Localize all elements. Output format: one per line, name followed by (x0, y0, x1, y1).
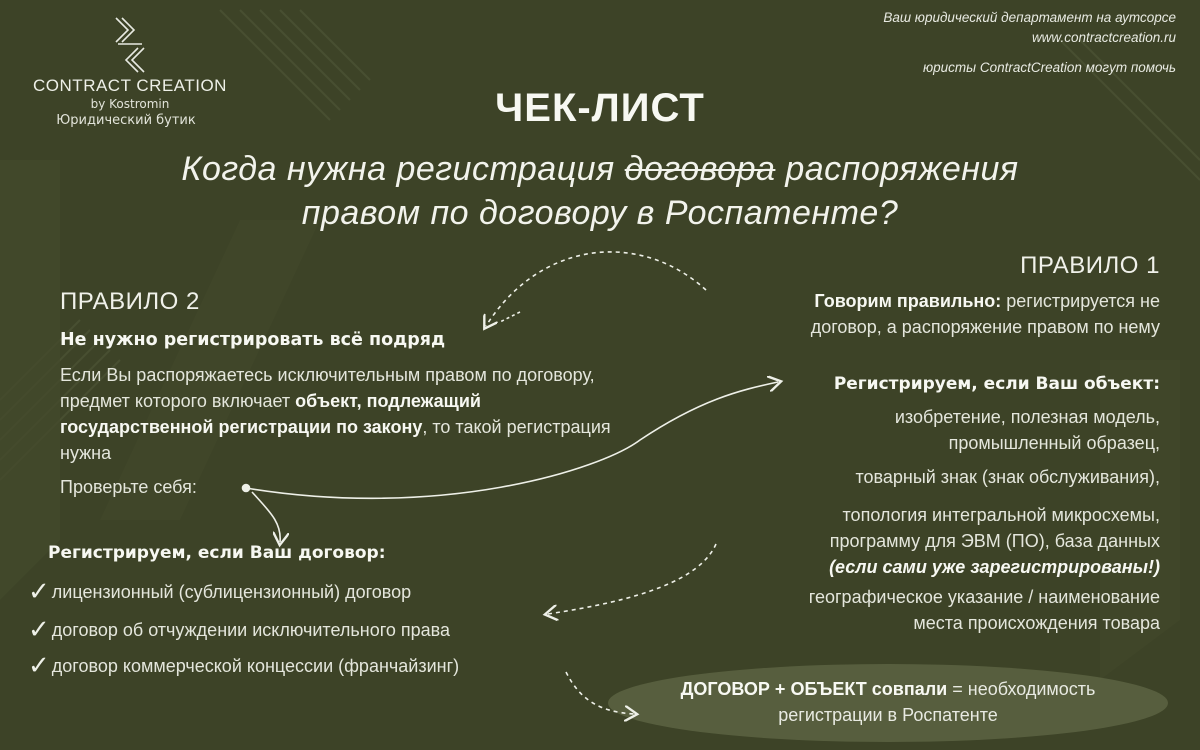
rule-2-lead: Не нужно регистрировать всё подряд (60, 330, 446, 350)
question-part-2: распоряжения (775, 150, 1019, 188)
rule-1-heading: ПРАВИЛО 1 (1020, 252, 1160, 279)
object-item (829, 502, 1160, 580)
rule-1-speak-rest: регистрируется не (1001, 291, 1160, 311)
object-line: промышленный образец, (948, 433, 1160, 453)
object-line: топология интегральной микросхемы, (842, 505, 1160, 525)
checkmark-icon: ✓ (28, 650, 50, 680)
brand-by-line: by Kostromin (90, 97, 170, 111)
rule-1-speak (811, 288, 1160, 340)
contracts-heading: Регистрируем, если Ваш договор: (48, 543, 386, 563)
object-line: места происхождения товара (913, 613, 1160, 633)
object-item: товарный знак (знак обслуживания), (855, 467, 1160, 487)
contract-item-label: договор об отчуждении исключительного права (51, 620, 451, 640)
contract-item (28, 614, 450, 645)
page-title: ЧЕК-ЛИСТ (495, 86, 705, 130)
rule-1-speak-line-2: договор, а распоряжение правом по нему (810, 317, 1160, 337)
conclusion-rest: = необходимость (947, 679, 1096, 699)
checkmark-icon: ✓ (28, 576, 50, 606)
website-link[interactable]: www.contractcreation.ru (1031, 30, 1176, 45)
question-line-1 (0, 150, 1200, 189)
rule-1-speak-bold: Говорим правильно: (814, 291, 1002, 311)
rule-2-para-start: Если Вы распоряжаетесь исключительным правом по договору, предмет которого включает (60, 365, 595, 411)
contract-item-label: лицензионный (сублицензионный) договор (51, 582, 412, 602)
object-line: программу для ЭВМ (ПО), база данных (829, 531, 1160, 551)
check-yourself: Проверьте себя: (60, 477, 197, 497)
conclusion (608, 676, 1168, 728)
object-line: изобретение, полезная модель, (894, 407, 1160, 427)
question-line-2: правом по договору в Роспатенте? (301, 194, 899, 232)
tagline: Ваш юридический департамент на аутсорсе (883, 10, 1176, 25)
question-part-1: Когда нужна регистрация (181, 150, 625, 188)
object-note: (если сами уже зарегистрированы!) (829, 557, 1160, 577)
contract-item (28, 576, 411, 607)
rule-2-paragraph (60, 362, 620, 466)
checkmark-icon: ✓ (28, 614, 50, 644)
conclusion-line-2: регистрации в Роспатенте (778, 705, 998, 725)
brand-name: CONTRACT CREATION (33, 76, 227, 95)
brand-subtitle: Юридический бутик (56, 113, 196, 128)
brand-logo-icon (108, 14, 152, 76)
object-item (809, 584, 1160, 636)
help-note: юристы ContractCreation могут помочь (923, 60, 1176, 75)
object-line: географическое указание / наименование (808, 587, 1160, 607)
contract-item-label: договор коммерческой концессии (франчайзинг) (51, 656, 460, 676)
object-item (895, 404, 1160, 456)
contract-item (28, 650, 459, 681)
objects-heading: Регистрируем, если Ваш объект: (833, 374, 1160, 394)
rule-2-para-bold: объект, подлежащий государственной регистрации по закону (60, 391, 481, 437)
conclusion-bold: ДОГОВОР + ОБЪЕКТ совпали (680, 679, 948, 699)
rule-2-heading: ПРАВИЛО 2 (60, 288, 200, 315)
question-struck-word: договора (624, 150, 776, 188)
rule-2-para-end: , то такой регистрация нужна (60, 417, 611, 463)
